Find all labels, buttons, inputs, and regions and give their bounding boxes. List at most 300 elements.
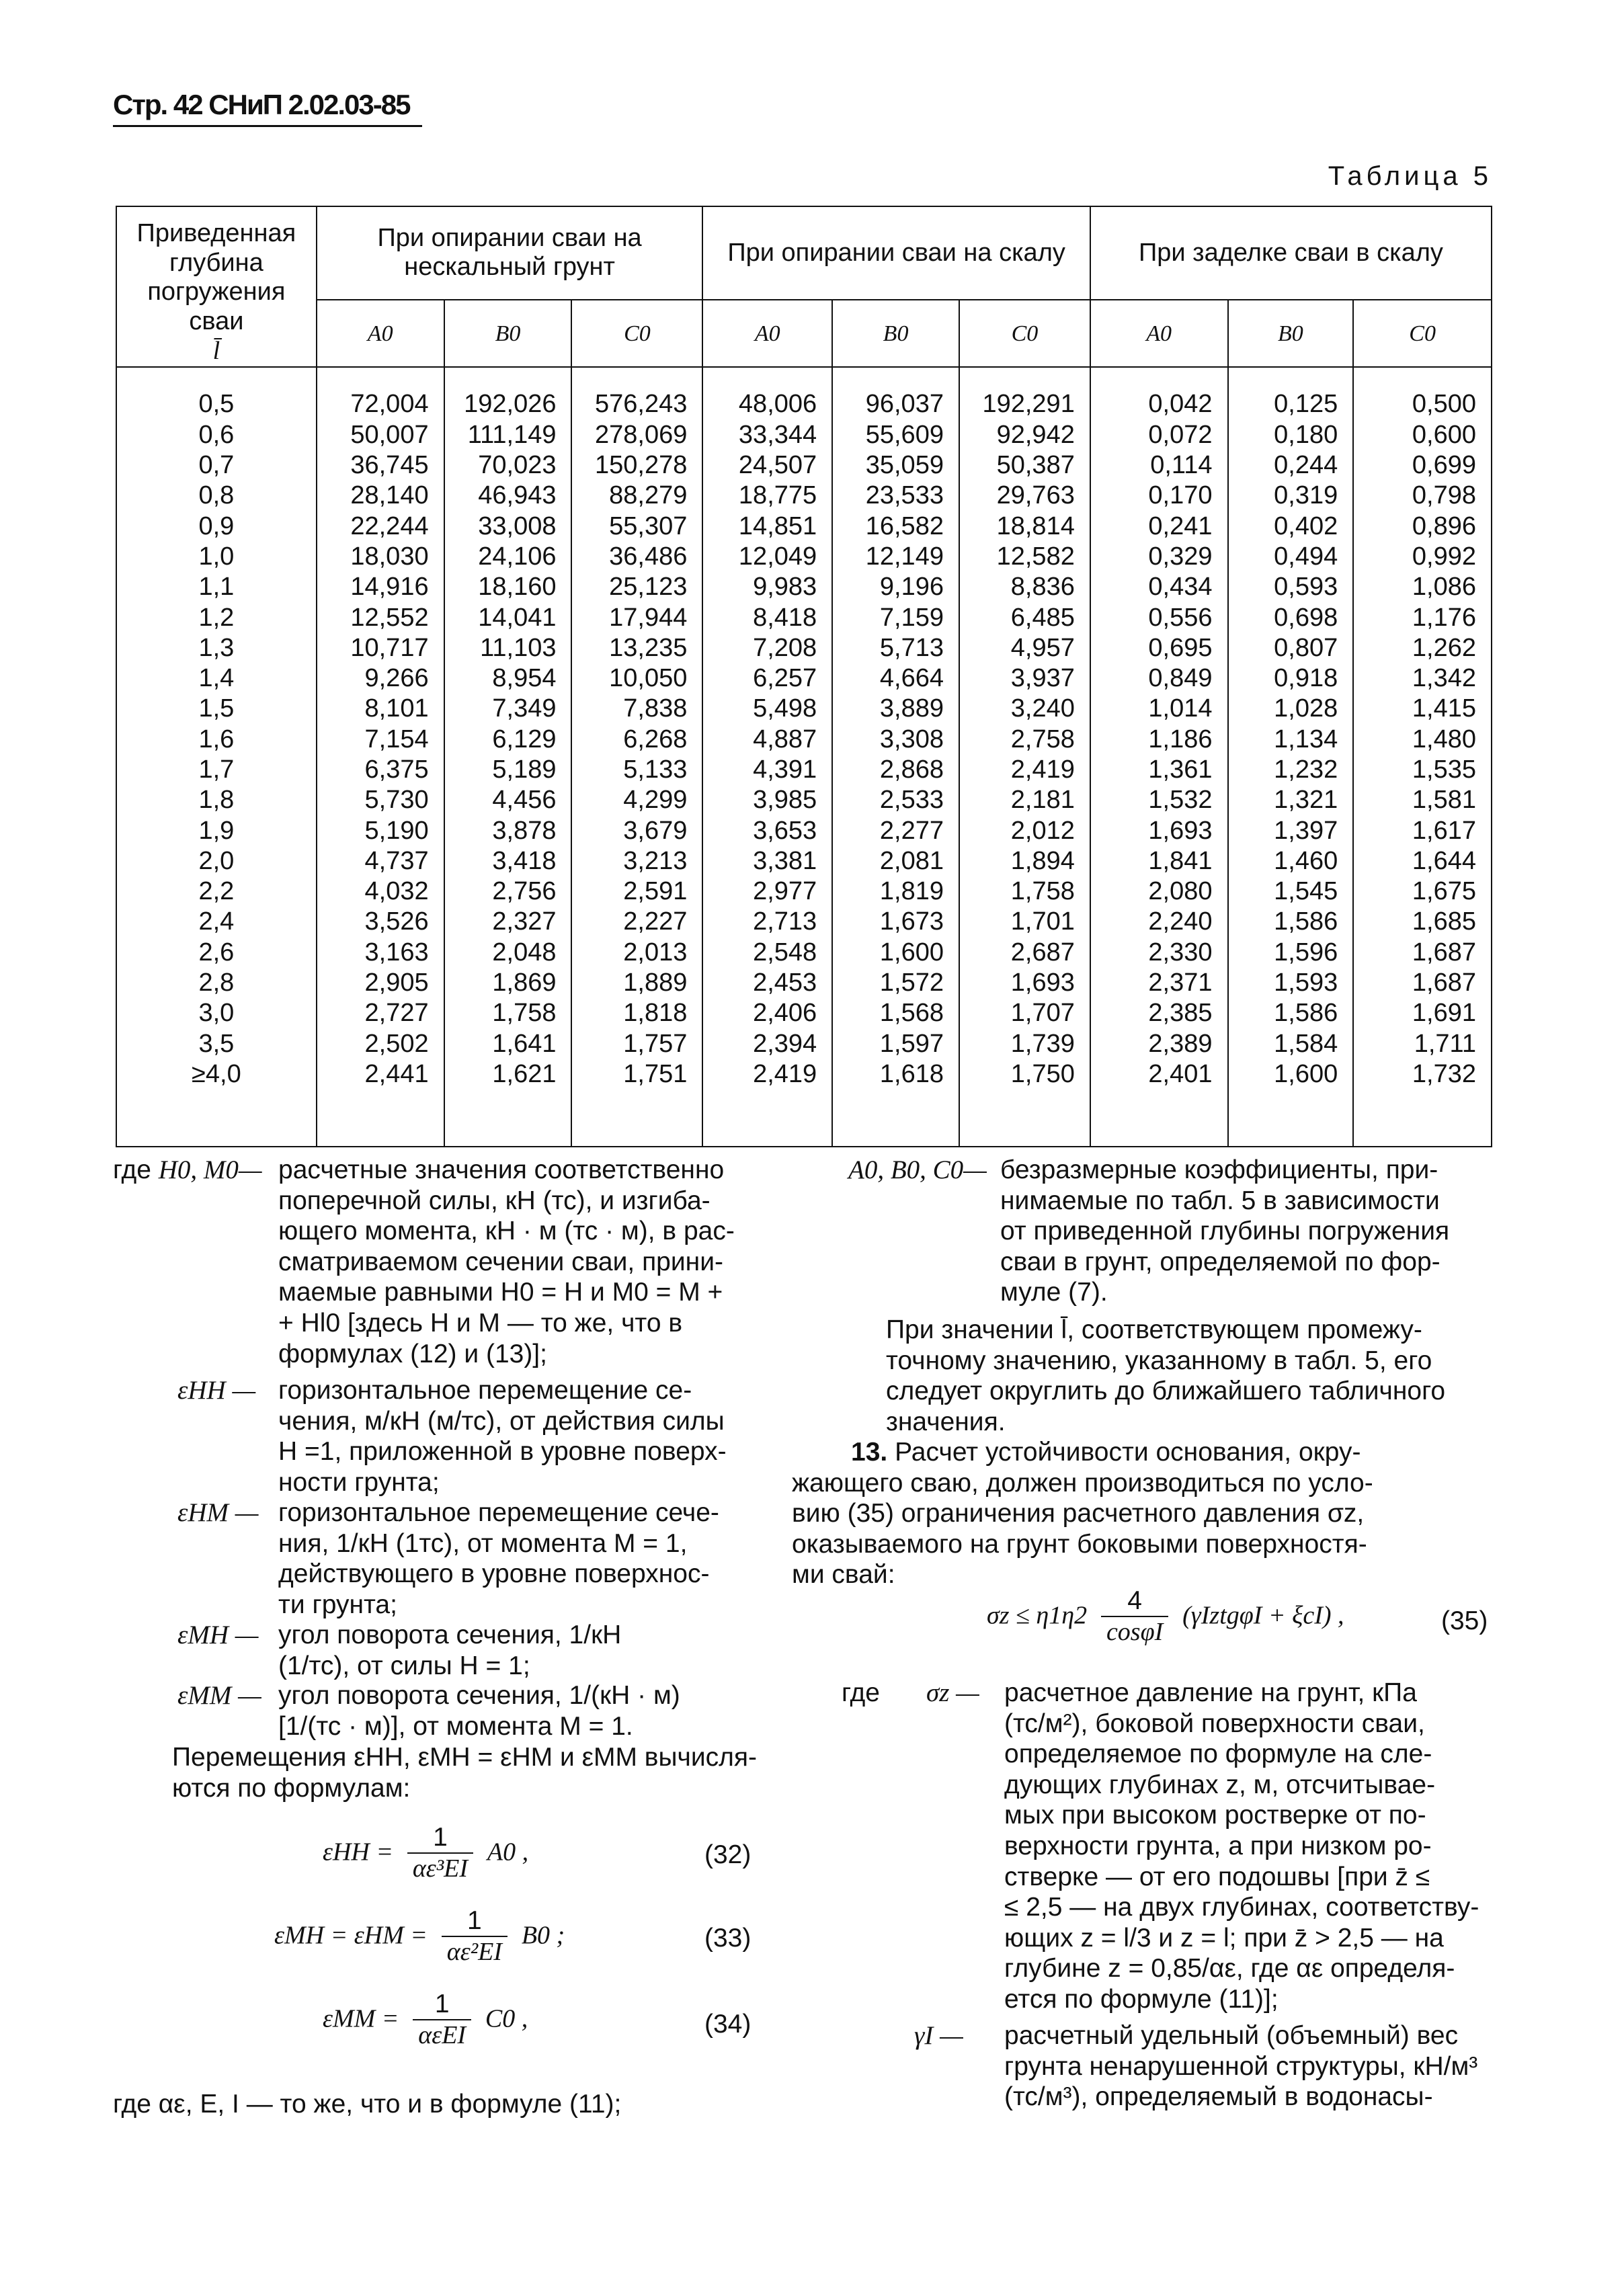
table-cell: 0,244: [1274, 451, 1338, 480]
table-cell: 8,101: [364, 694, 429, 723]
table-cell: 2,013: [623, 938, 688, 967]
table-cell: 1,687: [1412, 969, 1476, 997]
table-cell: 0,992: [1412, 542, 1476, 571]
table-cell: 0,7: [198, 451, 235, 480]
table-cell: 1,819: [879, 877, 944, 906]
table-cell: 1,361: [1148, 755, 1213, 784]
table-cell: 1,673: [879, 907, 944, 936]
table-cell: 1,460: [1274, 846, 1338, 875]
table-cell: 1,758: [1010, 877, 1075, 906]
table-cell: 1,597: [879, 1029, 944, 1058]
table-cell: 48,006: [738, 390, 817, 419]
table-cell: 1,7: [198, 755, 235, 784]
table-cell: 3,213: [623, 846, 688, 875]
table-cell: 1,758: [492, 999, 557, 1028]
text-line: [792, 1529, 1494, 1560]
table-cell: 4,664: [879, 664, 944, 693]
table-cell: 12,149: [865, 542, 944, 571]
table-cell: 29,763: [996, 481, 1075, 510]
text-line-content: вию (35) ограничения расчетного давления σz,: [792, 1499, 1365, 1528]
table-cell: 7,208: [753, 633, 817, 662]
equation-32-number: (32): [704, 1840, 752, 1869]
table-cell: 10,050: [609, 664, 688, 693]
equation-34-number: (34): [704, 2010, 752, 2039]
table-cell: 12,552: [350, 603, 429, 632]
table-cell: 1,232: [1274, 755, 1338, 784]
table-cell: 1,750: [1010, 1059, 1075, 1088]
table-cell: 3,889: [879, 694, 944, 723]
table-cell: 1,535: [1412, 755, 1476, 784]
table-cell: 6,485: [1010, 603, 1075, 632]
table-cell: 4,737: [364, 846, 429, 875]
table-cell: 1,751: [623, 1059, 688, 1088]
definition-eps-hh: [278, 1375, 758, 1498]
coefficients-table: [116, 206, 1492, 1147]
table-cell: ≥4,0: [192, 1059, 241, 1088]
table-cell: 2,977: [753, 877, 817, 906]
table-cell: 2,453: [753, 969, 817, 997]
table-cell: 1,3: [198, 633, 235, 662]
where-label: где H0, M0—: [113, 1155, 262, 1184]
text-line: угол поворота сечения, 1/кН: [278, 1621, 622, 1649]
table-cell: 1,584: [1274, 1029, 1338, 1058]
table-cell: 18,030: [350, 542, 429, 571]
text-line: расчетное давление на грунт, кПа: [1004, 1678, 1417, 1707]
text-line: Перемещения εHH, εMH = εHM и εMM вычисля-: [172, 1743, 757, 1772]
table-cell: 0,319: [1274, 481, 1338, 510]
text-line: нимаемые по табл. 5 в зависимости: [1000, 1186, 1440, 1215]
table-cell: 1,9: [198, 816, 235, 845]
table-cell: 2,240: [1148, 907, 1213, 936]
group-header: При заделке сваи в скалу: [1090, 206, 1492, 300]
group-header: При опирании сваи на нескальный грунт: [317, 206, 703, 300]
coef-subheader: A0: [317, 300, 444, 367]
table-cell: 0,698: [1274, 603, 1338, 632]
table-cell: 18,814: [996, 511, 1075, 540]
text-line: стверке — от его подошвы [при z̄ ≤: [1004, 1862, 1430, 1891]
coef-subheader: B0: [832, 300, 959, 367]
text-line: ния, 1/кН (1тс), от момента M = 1,: [278, 1528, 688, 1558]
table-cell: 0,896: [1412, 511, 1476, 540]
table-cell: 22,244: [350, 511, 429, 540]
text-line: расчетный удельный (объемный) вес: [1004, 2021, 1459, 2050]
text-line: верхности грунта, а при низком ро-: [1004, 1831, 1432, 1860]
table-cell: 1,262: [1412, 633, 1476, 662]
table-cell: 2,548: [753, 938, 817, 967]
definition-eps-mh: [278, 1620, 758, 1681]
table-cell: 1,600: [1274, 1059, 1338, 1088]
definition-gamma: [1004, 2020, 1494, 2113]
table-cell: 6,375: [364, 755, 429, 784]
table-cell: 0,434: [1148, 573, 1213, 602]
footer-note: где αε, E, I — то же, что и в формуле (11);: [113, 2090, 622, 2119]
table-cell: 1,581: [1412, 786, 1476, 815]
table-cell: 2,441: [364, 1059, 429, 1088]
symbol-eps-hm: εHM —: [177, 1498, 259, 1527]
definition-a0-b0-c0: [1000, 1155, 1494, 1308]
table-cell: 12,582: [996, 542, 1075, 571]
table-cell: 1,0: [198, 542, 235, 571]
table-cell: 3,381: [753, 846, 817, 875]
coef-subheader: C0: [1353, 300, 1492, 367]
coef-column: [444, 367, 572, 1147]
table-cell: 0,9: [198, 511, 235, 540]
coef-column: [702, 367, 832, 1147]
table-cell: 0,8: [198, 481, 235, 510]
table-cell: 192,026: [464, 390, 557, 419]
table-cell: 1,176: [1412, 603, 1476, 632]
text-line: ≤ 2,5 — на двух глубинах, соответству-: [1004, 1893, 1479, 1922]
table-cell: 278,069: [594, 420, 688, 449]
where-label-right: где: [842, 1678, 880, 1707]
table-cell: 1,641: [492, 1029, 557, 1058]
table-cell: 0,798: [1412, 481, 1476, 510]
table-cell: 4,957: [1010, 633, 1075, 662]
table-cell: 1,532: [1148, 786, 1213, 815]
table-cell: 2,371: [1148, 969, 1213, 997]
table-cell: 7,838: [623, 694, 688, 723]
table-cell: 10,717: [350, 633, 429, 662]
table-cell: 2,081: [879, 846, 944, 875]
table-cell: 4,032: [364, 877, 429, 906]
table-cell: 55,609: [865, 420, 944, 449]
table-cell: 1,618: [879, 1059, 944, 1088]
text-line: При значении l̄, соответствующем промежу-: [886, 1315, 1422, 1344]
table-cell: 2,6: [198, 938, 235, 967]
text-line: ности грунта;: [278, 1467, 440, 1497]
table-cell: 2,419: [1010, 755, 1075, 784]
text-line: (тс/м³), определяемый в водонасы-: [1004, 2082, 1433, 2112]
table-cell: 3,526: [364, 907, 429, 936]
text-line: определяемое по формуле на сле-: [1004, 1739, 1432, 1769]
text-line: чения, м/кН (м/тс), от действия силы: [278, 1406, 725, 1436]
text-line: безразмерные коэффициенты, при-: [1000, 1155, 1438, 1184]
clause-13-paragraph: [792, 1437, 1494, 1590]
table-cell: 8,418: [753, 603, 817, 632]
table-cell: 1,028: [1274, 694, 1338, 723]
table-cell: 12,049: [738, 542, 817, 571]
table-cell: 23,533: [865, 481, 944, 510]
symbol-sigma-z: σz —: [926, 1678, 979, 1707]
text-line: ется по формуле (11)];: [1004, 1984, 1278, 2014]
table-cell: 2,327: [492, 907, 557, 936]
table-cell: 2,713: [753, 907, 817, 936]
coef-subheader: C0: [571, 300, 702, 367]
table-cell: 6,268: [623, 725, 688, 753]
table-cell: 1,572: [879, 969, 944, 997]
text-line: грунта ненарушенной структуры, кН/м³: [1004, 2051, 1478, 2081]
table-cell: 1,415: [1412, 694, 1476, 723]
table-cell: 1,675: [1412, 877, 1476, 906]
text-line: [792, 1498, 1494, 1529]
table-cell: 2,502: [364, 1029, 429, 1058]
text-line: формулах (12) и (13)];: [278, 1339, 547, 1368]
table-cell: 3,679: [623, 816, 688, 845]
table-cell: 2,389: [1148, 1029, 1213, 1058]
text-line: ются по формулам:: [172, 1773, 411, 1803]
text-line: значения.: [886, 1407, 1006, 1436]
table-cell: 17,944: [609, 603, 688, 632]
table-cell: 3,308: [879, 725, 944, 753]
text-line: (1/тс), от силы H = 1;: [278, 1651, 530, 1680]
table-cell: 1,397: [1274, 816, 1338, 845]
table-cell: 0,241: [1148, 511, 1213, 540]
table-cell: 1,693: [1148, 816, 1213, 845]
table-cell: 9,266: [364, 664, 429, 693]
text-line: точному значению, указанному в табл. 5, его: [886, 1346, 1432, 1375]
coef-subheader: B0: [444, 300, 572, 367]
table-cell: 1,644: [1412, 846, 1476, 875]
table-cell: 11,103: [480, 633, 557, 662]
symbol-eps-mh: εMH —: [177, 1621, 259, 1649]
table-cell: 24,106: [478, 542, 557, 571]
table-cell: 5,133: [623, 755, 688, 784]
table-cell: 5,189: [492, 755, 557, 784]
table-cell: 3,0: [198, 999, 235, 1028]
coef-column: [571, 367, 702, 1147]
table-cell: 28,140: [350, 481, 429, 510]
table-cell: 1,8: [198, 786, 235, 815]
table-cell: 2,533: [879, 786, 944, 815]
table-cell: 7,154: [364, 725, 429, 753]
table-cell: 2,727: [364, 999, 429, 1028]
table-cell: 8,836: [1010, 573, 1075, 602]
table-cell: 1,014: [1148, 694, 1213, 723]
text-line: дующих глубинах z, м, отсчитывае-: [1004, 1770, 1436, 1799]
table-cell: 3,418: [492, 846, 557, 875]
table-cell: 1,1: [198, 573, 235, 602]
table-cell: 1,685: [1412, 907, 1476, 936]
displacements-paragraph: [113, 1742, 758, 1803]
table-cell: 4,887: [753, 725, 817, 753]
table-cell: 24,507: [738, 451, 817, 480]
table-cell: 0,695: [1148, 633, 1213, 662]
table-cell: 0,807: [1274, 633, 1338, 662]
text-line: горизонтальное перемещение се-: [278, 1376, 692, 1405]
table-cell: 3,5: [198, 1029, 235, 1058]
table-cell: 2,406: [753, 999, 817, 1028]
table-cell: 1,693: [1010, 969, 1075, 997]
table-cell: 1,869: [492, 969, 557, 997]
depth-header: Приведенная глубина погружения сваи l̄: [116, 206, 317, 367]
table-cell: 1,586: [1274, 907, 1338, 936]
coef-column: [317, 367, 444, 1147]
table-cell: 2,8: [198, 969, 235, 997]
table-cell: 0,402: [1274, 511, 1338, 540]
table-cell: 70,023: [478, 451, 557, 480]
table-cell: 13,235: [609, 633, 688, 662]
table-cell: 1,5: [198, 694, 235, 723]
text-line: следует округлить до ближайшего табличного: [886, 1377, 1446, 1406]
table-cell: 1,593: [1274, 969, 1338, 997]
coef-subheader: B0: [1228, 300, 1354, 367]
symbol-eps-hh: εHH —: [177, 1376, 256, 1405]
table-cell: 1,701: [1010, 907, 1075, 936]
coef-column: [1353, 367, 1492, 1147]
text-line: [1/(тс · м)], от момента M = 1.: [278, 1711, 633, 1741]
table-cell: 36,745: [350, 451, 429, 480]
table-cell: 0,6: [198, 420, 235, 449]
equation-35-number: (35): [1441, 1606, 1488, 1635]
table-cell: 1,596: [1274, 938, 1338, 967]
table-cell: 0,072: [1148, 420, 1213, 449]
table-cell: 18,775: [738, 481, 817, 510]
table-cell: 9,983: [753, 573, 817, 602]
table-cell: 5,713: [879, 633, 944, 662]
page-header: Стр. 42 СНиП 2.02.03-85: [113, 89, 422, 127]
table-cell: 18,160: [478, 573, 557, 602]
table-cell: 2,419: [753, 1059, 817, 1088]
equation-34: εMM = $\frac{1}{\text{αεEI}}$ C0 ,: [323, 1990, 528, 2049]
table-cell: 7,159: [879, 603, 944, 632]
table-cell: 0,170: [1148, 481, 1213, 510]
text-line: поперечной силы, кН (тс), и изгиба-: [278, 1186, 710, 1215]
table-cell: 1,841: [1148, 846, 1213, 875]
coef-column: [959, 367, 1090, 1147]
definition-sigma-z: [1004, 1678, 1494, 2015]
table-cell: 1,894: [1010, 846, 1075, 875]
table-cell: 2,2: [198, 877, 235, 906]
text-line: муле (7).: [1000, 1278, 1108, 1307]
table-cell: 1,134: [1274, 725, 1338, 753]
text-line: сваи в грунт, определяемой по фор-: [1000, 1247, 1440, 1276]
table-cell: 1,545: [1274, 877, 1338, 906]
table-cell: 111,149: [467, 420, 557, 449]
table-cell: 1,4: [198, 664, 235, 693]
table-cell: 14,916: [350, 573, 429, 602]
table-cell: 1,617: [1412, 816, 1476, 845]
equation-32: εHH = $\frac{1}{\text{αε³EI}}$ A0 ,: [323, 1823, 529, 1883]
text-line: [792, 1437, 1494, 1468]
table-cell: 3,163: [364, 938, 429, 967]
text-line: ти грунта;: [278, 1590, 397, 1619]
table-cell: 6,257: [753, 664, 817, 693]
table-cell: 0,556: [1148, 603, 1213, 632]
table-cell: 33,008: [478, 511, 557, 540]
text-line: H =1, приложенной в уровне поверх-: [278, 1437, 727, 1467]
text-line-content: Расчет устойчивости основания, окру-: [895, 1438, 1361, 1467]
table-cell: 2,591: [623, 877, 688, 906]
group-header: При опирании сваи на скалу: [702, 206, 1090, 300]
table-cell: 2,227: [623, 907, 688, 936]
text-line: (тс/м²), боковой поверхности сваи,: [1004, 1709, 1425, 1738]
table-cell: 2,401: [1148, 1059, 1213, 1088]
table-cell: 1,568: [879, 999, 944, 1028]
table-cell: 1,186: [1148, 725, 1213, 753]
table-cell: 2,048: [492, 938, 557, 967]
table-cell: 35,059: [865, 451, 944, 480]
text-line: глубине z = 0,85/αε, где αε определя-: [1004, 1954, 1455, 1983]
text-line: мых при высоком ростверке от по-: [1004, 1801, 1426, 1830]
table-cell: 46,943: [478, 481, 557, 510]
table-cell: 1,621: [492, 1059, 557, 1088]
symbol-a0-b0-c0: A0, B0, C0—: [848, 1155, 987, 1184]
table-cell: 0,600: [1412, 420, 1476, 449]
text-line: угол поворота сечения, 1/(кН · м): [278, 1681, 680, 1710]
table-cell: 0,5: [198, 390, 235, 419]
coef-column: [1090, 367, 1228, 1147]
table-cell: 1,707: [1010, 999, 1075, 1028]
table-cell: 72,004: [350, 390, 429, 419]
table-cell: 2,181: [1010, 786, 1075, 815]
table-cell: 0,180: [1274, 420, 1338, 449]
table-cell: 2,394: [753, 1029, 817, 1058]
table-cell: 576,243: [594, 390, 688, 419]
table-cell: 0,500: [1412, 390, 1476, 419]
table-cell: 14,041: [478, 603, 557, 632]
table-cell: 96,037: [865, 390, 944, 419]
table-cell: 1,600: [879, 938, 944, 967]
text-line: расчетные значения соответственно: [278, 1155, 725, 1184]
table-cell: 1,2: [198, 603, 235, 632]
definition-eps-hm: [278, 1498, 758, 1620]
table-cell: 1,321: [1274, 786, 1338, 815]
table-cell: 2,330: [1148, 938, 1213, 967]
table-cell: 2,0: [198, 846, 235, 875]
table-cell: 1,480: [1412, 725, 1476, 753]
table-cell: 5,498: [753, 694, 817, 723]
table-cell: 36,486: [609, 542, 688, 571]
table-cell: 4,299: [623, 786, 688, 815]
text-line: + Hl0 [здесь H и M — то же, что в: [278, 1308, 683, 1338]
clause-number: 13.: [851, 1438, 888, 1467]
table-cell: 8,954: [492, 664, 557, 693]
table-cell: 2,758: [1010, 725, 1075, 753]
table-cell: 0,494: [1274, 542, 1338, 571]
coef-subheader: A0: [1090, 300, 1228, 367]
table-cell: 0,329: [1148, 542, 1213, 571]
table-cell: 1,889: [623, 969, 688, 997]
table-cell: 2,905: [364, 969, 429, 997]
text-line-content: ми свай:: [792, 1560, 895, 1590]
table-cell: 3,653: [753, 816, 817, 845]
table-cell: 1,687: [1412, 938, 1476, 967]
table-cell: 192,291: [982, 390, 1075, 419]
coef-subheader: A0: [702, 300, 832, 367]
table-cell: 1,6: [198, 725, 235, 753]
text-line: ющих z = l/3 и z = l; при z̄ > 2,5 — на: [1004, 1923, 1444, 1953]
table-cell: 2,4: [198, 907, 235, 936]
coef-column: [832, 367, 959, 1147]
table-cell: 1,739: [1010, 1029, 1075, 1058]
text-line: от приведенной глубины погружения: [1000, 1217, 1450, 1246]
table-cell: 1,691: [1412, 999, 1476, 1028]
definition-h0-m0: [278, 1155, 758, 1369]
table-cell: 1,086: [1412, 573, 1476, 602]
table-cell: 1,757: [623, 1029, 688, 1058]
table-cell: 0,114: [1150, 451, 1213, 480]
text-line: маемые равными H0 = H и M0 = M +: [278, 1278, 723, 1307]
table-cell: 2,385: [1148, 999, 1213, 1028]
table-cell: 0,699: [1412, 451, 1476, 480]
table-cell: 14,851: [738, 511, 817, 540]
table-cell: 9,196: [879, 573, 944, 602]
coef-column: [1228, 367, 1354, 1147]
table-cell: 7,349: [492, 694, 557, 723]
coef-subheader: C0: [959, 300, 1090, 367]
table-cell: 150,278: [594, 451, 688, 480]
table-cell: 1,342: [1412, 664, 1476, 693]
table-cell: 50,007: [350, 420, 429, 449]
definition-eps-mm: [278, 1680, 758, 1741]
table-cell: 92,942: [996, 420, 1075, 449]
table-cell: 2,080: [1148, 877, 1213, 906]
text-line: ющего момента, кН · м (тс · м), в рас-: [278, 1217, 735, 1246]
table-cell: 0,593: [1274, 573, 1338, 602]
table-cell: 2,756: [492, 877, 557, 906]
table-cell: 0,918: [1274, 664, 1338, 693]
table-cell: 0,849: [1148, 664, 1213, 693]
